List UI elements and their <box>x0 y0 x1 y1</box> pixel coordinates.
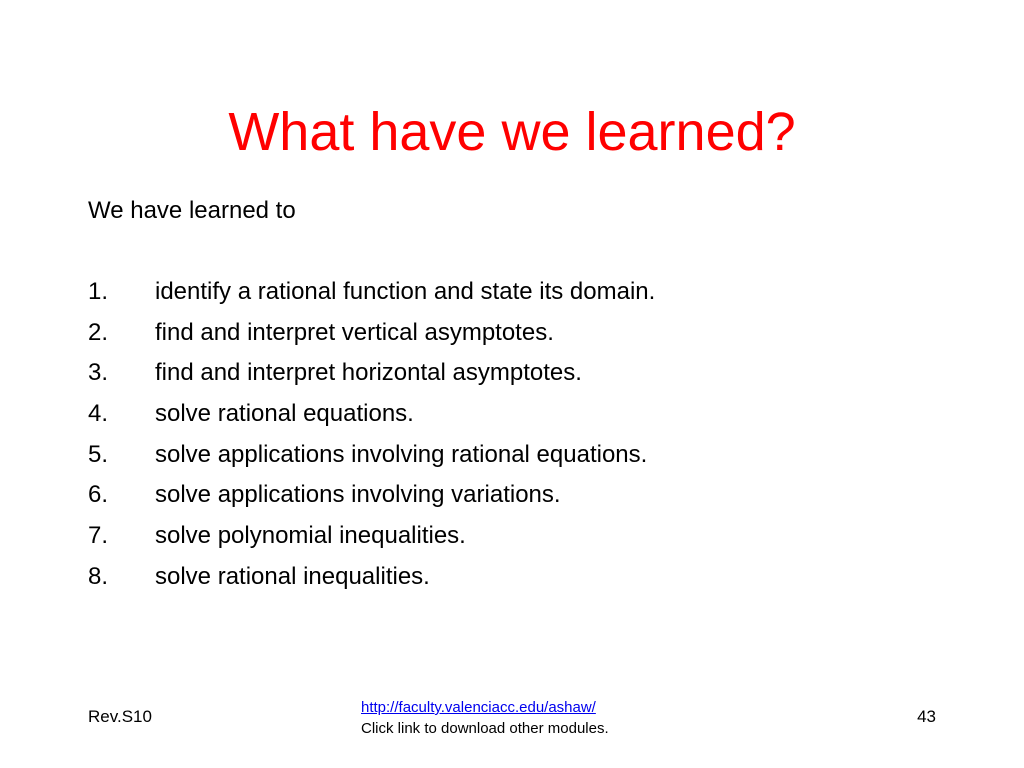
item-text: solve rational inequalities. <box>155 562 430 590</box>
list-item <box>88 358 968 399</box>
item-number: 7. <box>88 522 109 550</box>
item-text: solve applications involving variations. <box>155 481 561 509</box>
item-number: 1. <box>88 278 109 305</box>
list-item <box>88 318 968 359</box>
item-number: 4. <box>88 400 109 428</box>
download-note: Click link to download other modules. <box>361 720 609 737</box>
item-text: solve polynomial inequalities. <box>155 522 466 550</box>
spacer <box>88 236 968 277</box>
revision-label: Rev.S10 <box>88 707 152 726</box>
list-item <box>88 562 968 603</box>
slide-body <box>88 196 968 603</box>
slide-title: What have we learned? <box>228 102 796 162</box>
list-item <box>88 521 968 562</box>
item-text: solve applications involving rational equations. <box>155 440 648 468</box>
intro-text: We have learned to <box>88 197 296 224</box>
item-number: 2. <box>88 318 109 346</box>
list-item <box>88 480 968 521</box>
item-number: 5. <box>88 440 109 468</box>
item-text: find and interpret horizontal asymptotes. <box>155 359 582 387</box>
item-text: identify a rational function and state its domain. <box>155 278 656 305</box>
item-text: solve rational equations. <box>155 400 414 428</box>
footer-center <box>361 697 609 739</box>
page-number: 43 <box>917 707 936 726</box>
faculty-link[interactable]: http://faculty.valenciacc.edu/ashaw/ <box>361 699 596 716</box>
list-item <box>88 440 968 481</box>
list-item <box>88 277 968 318</box>
list-item <box>88 399 968 440</box>
item-number: 8. <box>88 562 109 590</box>
learning-list <box>88 277 968 603</box>
item-number: 6. <box>88 481 109 509</box>
item-text: find and interpret vertical asymptotes. <box>155 318 554 346</box>
item-number: 3. <box>88 359 109 387</box>
